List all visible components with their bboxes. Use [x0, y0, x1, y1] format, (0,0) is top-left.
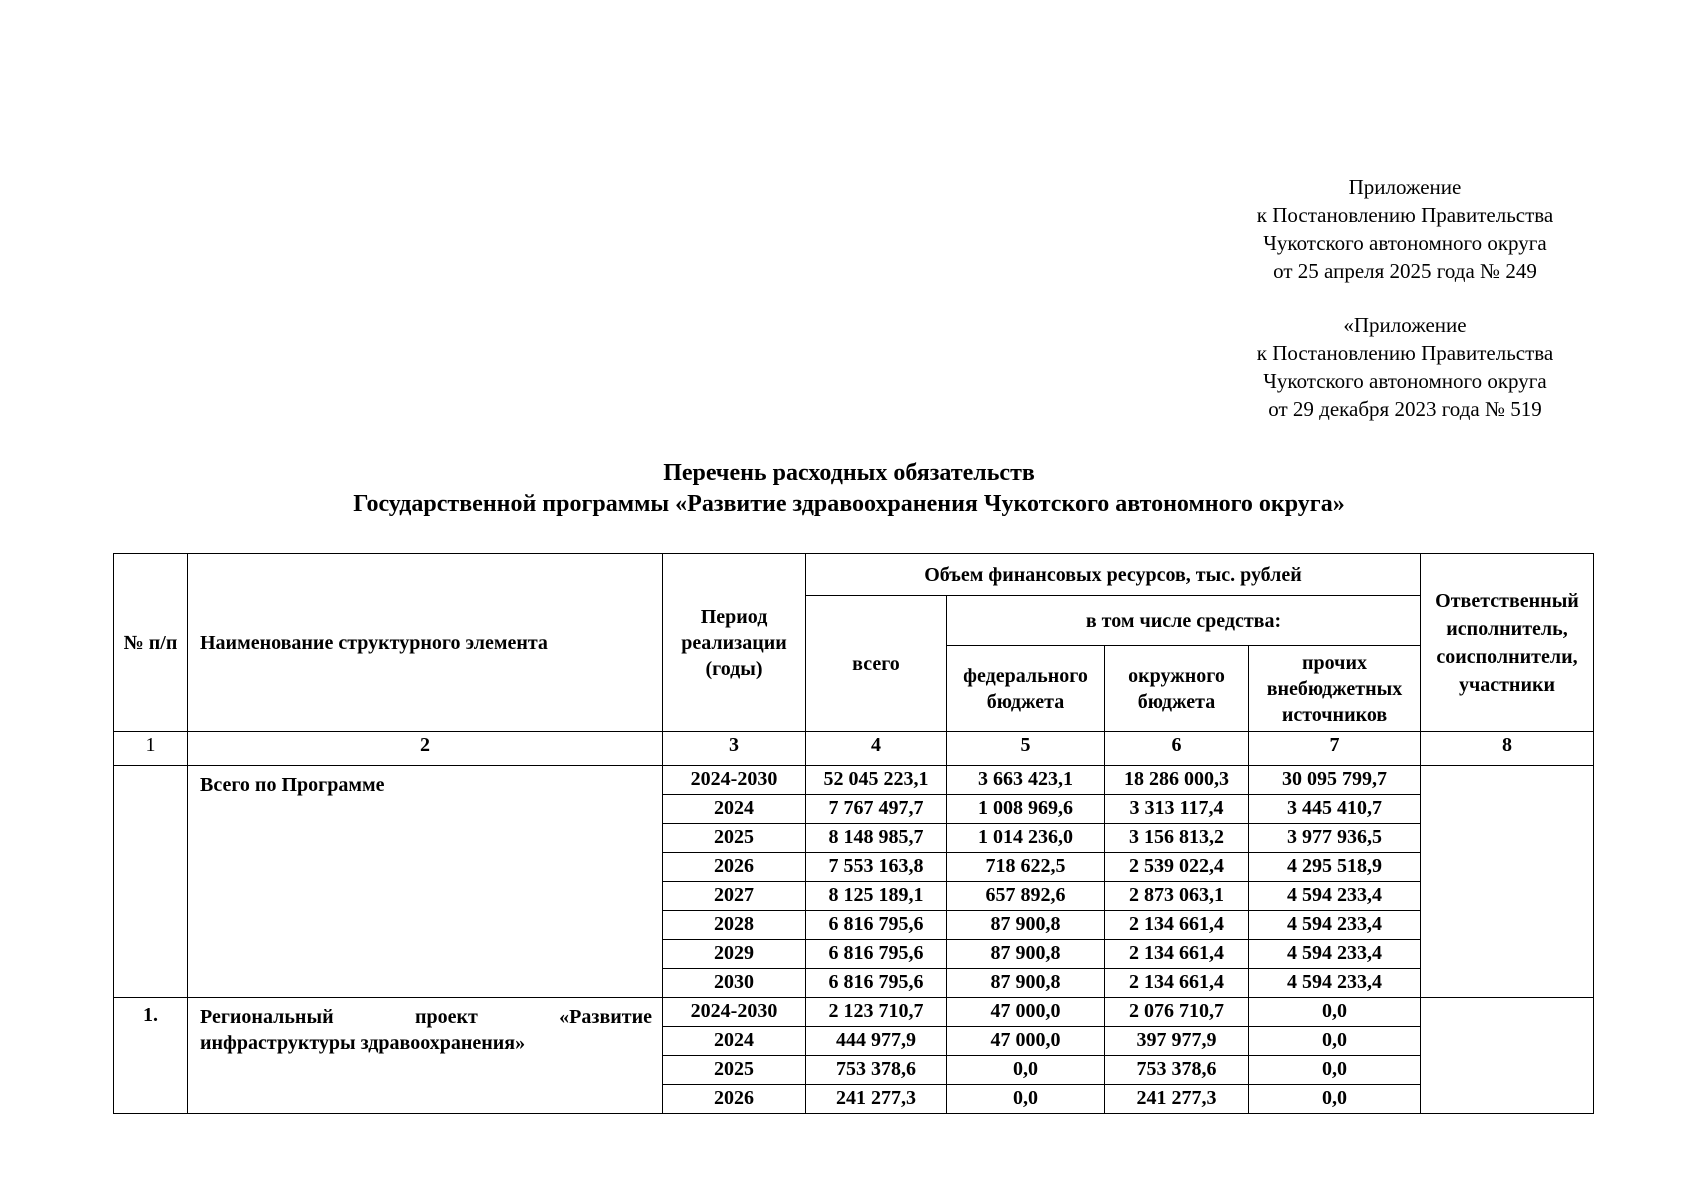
period-cell: 2024-2030 — [663, 766, 806, 795]
header-num: № п/п — [114, 554, 188, 732]
annex-current-line-4: от 25 апреля 2025 года № 249 — [1273, 259, 1537, 283]
federal-cell: 1 008 969,6 — [947, 795, 1105, 824]
header-volume: Объем финансовых ресурсов, тыс. рублей — [806, 554, 1421, 596]
district-cell: 18 286 000,3 — [1105, 766, 1249, 795]
table-row — [114, 766, 1594, 795]
federal-cell: 87 900,8 — [947, 911, 1105, 940]
federal-cell: 0,0 — [947, 1085, 1105, 1114]
other-cell: 4 594 233,4 — [1249, 911, 1421, 940]
other-cell: 3 445 410,7 — [1249, 795, 1421, 824]
document-title-line-2: Государственной программы «Развитие здравоохранения Чукотского автономного округа» — [353, 491, 1345, 517]
section-name: Всего по Программе — [188, 766, 663, 998]
column-number-row — [114, 732, 1594, 766]
federal-cell: 1 014 236,0 — [947, 824, 1105, 853]
federal-cell: 47 000,0 — [947, 998, 1105, 1027]
total-cell: 444 977,9 — [806, 1027, 947, 1056]
other-cell: 0,0 — [1249, 1027, 1421, 1056]
district-cell: 241 277,3 — [1105, 1085, 1249, 1114]
responsible-cell — [1421, 766, 1594, 998]
annex-previous-block — [1205, 311, 1605, 423]
other-cell: 4 594 233,4 — [1249, 882, 1421, 911]
other-cell: 30 095 799,7 — [1249, 766, 1421, 795]
column-number: 3 — [663, 732, 806, 766]
total-cell: 7 767 497,7 — [806, 795, 947, 824]
header-period: Период реализации (годы) — [663, 554, 806, 732]
district-cell: 2 134 661,4 — [1105, 911, 1249, 940]
district-cell: 753 378,6 — [1105, 1056, 1249, 1085]
period-cell: 2024 — [663, 1027, 806, 1056]
annex-current-line-3: Чукотского автономного округа — [1263, 231, 1547, 255]
document-title — [0, 458, 1698, 520]
annex-current-line-1: Приложение — [1348, 175, 1462, 199]
annex-previous-line-1: «Приложение — [1343, 313, 1467, 337]
header-federal: федерального бюджета — [947, 646, 1105, 732]
annex-current-line-2: к Постановлению Правительства — [1256, 203, 1554, 227]
table-header — [114, 554, 1594, 766]
federal-cell: 657 892,6 — [947, 882, 1105, 911]
header-including: в том числе средства: — [947, 596, 1421, 646]
district-cell: 3 156 813,2 — [1105, 824, 1249, 853]
header-responsible: Ответственный исполнитель, соисполнители, участники — [1421, 554, 1594, 732]
document-title-line-1: Перечень расходных обязательств — [663, 460, 1035, 486]
federal-cell: 718 622,5 — [947, 853, 1105, 882]
other-cell: 0,0 — [1249, 1085, 1421, 1114]
responsible-cell — [1421, 998, 1594, 1114]
total-cell: 753 378,6 — [806, 1056, 947, 1085]
federal-cell: 3 663 423,1 — [947, 766, 1105, 795]
other-cell: 4 594 233,4 — [1249, 969, 1421, 998]
header-total: всего — [806, 596, 947, 732]
section-program-total — [114, 766, 1594, 998]
column-number: 5 — [947, 732, 1105, 766]
period-cell: 2025 — [663, 824, 806, 853]
federal-cell: 87 900,8 — [947, 969, 1105, 998]
header-other: прочих внебюджетных источников — [1249, 646, 1421, 732]
annex-previous-line-3: Чукотского автономного округа — [1263, 369, 1547, 393]
annex-current-block — [1205, 173, 1605, 285]
period-cell: 2029 — [663, 940, 806, 969]
federal-cell: 87 900,8 — [947, 940, 1105, 969]
total-cell: 7 553 163,8 — [806, 853, 947, 882]
period-cell: 2028 — [663, 911, 806, 940]
district-cell: 2 873 063,1 — [1105, 882, 1249, 911]
expenditure-table — [113, 553, 1594, 1114]
other-cell: 4 594 233,4 — [1249, 940, 1421, 969]
federal-cell: 0,0 — [947, 1056, 1105, 1085]
district-cell: 2 134 661,4 — [1105, 940, 1249, 969]
period-cell: 2024-2030 — [663, 998, 806, 1027]
total-cell: 6 816 795,6 — [806, 969, 947, 998]
district-cell: 2 134 661,4 — [1105, 969, 1249, 998]
annex-previous-line-4: от 29 декабря 2023 года № 519 — [1268, 397, 1542, 421]
section-regional-project — [114, 998, 1594, 1114]
column-number: 8 — [1421, 732, 1594, 766]
total-cell: 6 816 795,6 — [806, 940, 947, 969]
header-district: окружного бюджета — [1105, 646, 1249, 732]
total-cell: 241 277,3 — [806, 1085, 947, 1114]
total-cell: 8 148 985,7 — [806, 824, 947, 853]
column-number: 4 — [806, 732, 947, 766]
period-cell: 2026 — [663, 1085, 806, 1114]
header-name: Наименование структурного элемента — [188, 554, 663, 732]
section-index: 1. — [114, 998, 188, 1114]
district-cell: 2 539 022,4 — [1105, 853, 1249, 882]
other-cell: 0,0 — [1249, 998, 1421, 1027]
period-cell: 2026 — [663, 853, 806, 882]
period-cell: 2030 — [663, 969, 806, 998]
column-number: 6 — [1105, 732, 1249, 766]
total-cell: 2 123 710,7 — [806, 998, 947, 1027]
total-cell: 6 816 795,6 — [806, 911, 947, 940]
total-cell: 8 125 189,1 — [806, 882, 947, 911]
period-cell: 2027 — [663, 882, 806, 911]
district-cell: 3 313 117,4 — [1105, 795, 1249, 824]
column-number: 2 — [188, 732, 663, 766]
district-cell: 2 076 710,7 — [1105, 998, 1249, 1027]
district-cell: 397 977,9 — [1105, 1027, 1249, 1056]
column-number: 7 — [1249, 732, 1421, 766]
other-cell: 3 977 936,5 — [1249, 824, 1421, 853]
federal-cell: 47 000,0 — [947, 1027, 1105, 1056]
other-cell: 0,0 — [1249, 1056, 1421, 1085]
column-number: 1 — [114, 732, 188, 766]
annex-previous-line-2: к Постановлению Правительства — [1256, 341, 1554, 365]
section-index — [114, 766, 188, 998]
table-row — [114, 998, 1594, 1027]
period-cell: 2024 — [663, 795, 806, 824]
period-cell: 2025 — [663, 1056, 806, 1085]
other-cell: 4 295 518,9 — [1249, 853, 1421, 882]
total-cell: 52 045 223,1 — [806, 766, 947, 795]
section-name: Региональный проект «Развитие инфраструктуры здравоохранения» — [188, 998, 663, 1114]
